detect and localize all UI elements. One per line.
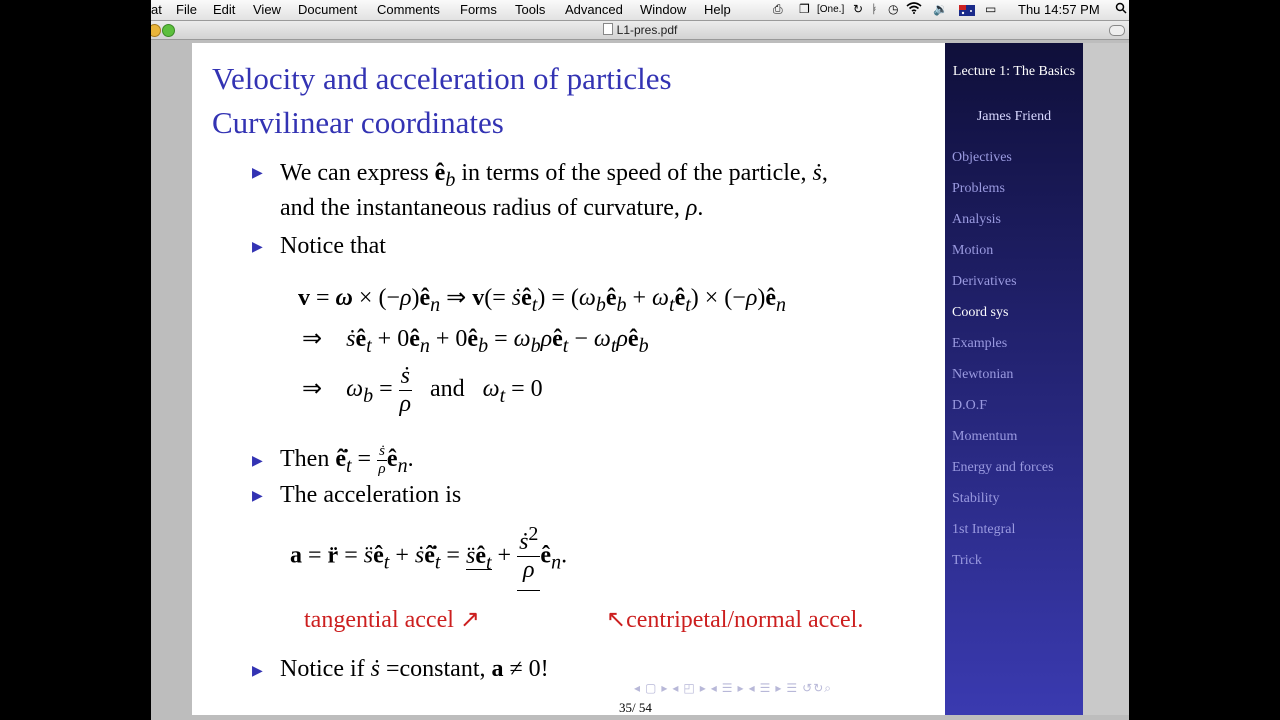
window-title xyxy=(151,23,1129,37)
menu-tools[interactable]: Tools xyxy=(515,2,546,17)
sidebar-nav-item[interactable]: Analysis xyxy=(952,212,1001,227)
menu-forms[interactable]: Forms xyxy=(460,2,497,17)
bullet-marker: ▶ xyxy=(252,489,263,504)
arrow-icon: ↗ xyxy=(459,607,481,633)
slide-page xyxy=(192,43,945,715)
bullet-1-line-2: and the instantaneous radius of curvature, ρ. xyxy=(280,195,704,221)
printer-icon[interactable]: ⎙ xyxy=(773,2,783,16)
menu-window[interactable]: Window xyxy=(640,2,687,17)
tangential-label xyxy=(304,605,480,634)
bullet-marker: ▶ xyxy=(252,240,263,255)
bullet-3: Then $ê̇_t$ = $\frac{\text{ṡ}}{\rho}$ $ê_n$. xyxy=(280,443,414,477)
menu-view[interactable]: View xyxy=(253,2,281,17)
status-label[interactable]: [One.] xyxy=(817,4,845,15)
sidebar-nav-item[interactable]: Momentum xyxy=(952,429,1018,444)
bullet-3-text: Then xyxy=(280,446,336,473)
arrow-icon: ↖ xyxy=(606,607,627,633)
menu-file[interactable]: File xyxy=(176,2,197,17)
sidebar-nav-item[interactable]: D.O.F xyxy=(952,398,988,413)
lecture-title[interactable]: Lecture 1: The Basics xyxy=(952,64,1076,79)
windows-icon[interactable]: ❐ xyxy=(799,2,810,16)
sidebar-nav-item[interactable]: Newtonian xyxy=(952,367,1014,382)
volume-icon[interactable]: 🔉 xyxy=(933,2,948,16)
sidebar-nav-item[interactable]: Problems xyxy=(952,181,1005,196)
menu-document[interactable]: Document xyxy=(298,2,358,17)
bullet-5-text-c: ≠ 0! xyxy=(503,656,549,682)
toolbar-toggle-button[interactable] xyxy=(1109,25,1125,36)
bullet-marker: ▶ xyxy=(252,166,263,181)
sidebar-nav-item[interactable]: Coord sys xyxy=(952,305,1009,320)
window-title-text: L1-pres.pdf xyxy=(616,23,678,37)
sidebar-nav-item[interactable]: Derivatives xyxy=(952,274,1017,289)
bullet-marker: ▶ xyxy=(252,454,263,469)
sidebar-nav-item[interactable]: Motion xyxy=(952,243,994,258)
bullet-1-line-1: We can express $ê_b$ in terms of the speed of the particle, ṡ, xyxy=(280,160,828,191)
wifi-icon[interactable] xyxy=(906,2,922,17)
and-word: and xyxy=(429,376,465,403)
equation-3: ⇒ $\omega_b$ = $\frac{\text{ṡ}}{\rho}$ and $\omega_t = 0$ xyxy=(302,363,543,417)
sync-icon[interactable]: ↻ xyxy=(853,2,864,16)
menu-edit[interactable]: Edit xyxy=(213,2,236,17)
document-icon xyxy=(603,23,613,35)
window-title-bar xyxy=(151,21,1129,40)
equation-1: $v = \omega \times (-\rho)ê_n$ ⇒ v(= ṡê$_t$) = ($\omega_bê_b$ + $\omega_tê_t$) × $(-\rho)ê_n$ xyxy=(298,285,787,316)
clock[interactable]: Thu 14:57 PM xyxy=(1018,2,1100,17)
bluetooth-icon[interactable]: ᛓ xyxy=(871,2,879,16)
slide-subtitle: Curvilinear coordinates xyxy=(212,105,504,140)
bullet-1-text-b: in terms of the speed of the particle, xyxy=(455,160,813,186)
menu-comments[interactable]: Comments xyxy=(377,2,440,17)
acceleration-equation: a = r̈ = $s̈ê_t$ + $ṡê̇_t$ = $s̈ê_t$ + $\frac{ṡ^2}{\rho}$ $ê_n$. xyxy=(290,523,567,591)
centripetal-label: ↖centripetal/normal accel. xyxy=(606,607,864,633)
bullet-1-text-a: We can express xyxy=(280,160,435,186)
battery-icon[interactable]: ▭ xyxy=(985,2,997,16)
screen xyxy=(151,0,1129,720)
sidebar-nav-item[interactable]: Stability xyxy=(952,491,1000,506)
tangential-label-text: tangential accel xyxy=(304,607,454,633)
window-background xyxy=(1083,43,1129,715)
sidebar-nav-item[interactable]: Energy and forces xyxy=(952,460,1054,475)
sidebar-nav-item[interactable]: Trick xyxy=(952,553,982,568)
bullet-5: Notice if ṡ =constant, a ≠ 0! xyxy=(280,656,549,682)
fraction: $\frac{\text{ṡ}}{\rho}$ xyxy=(399,363,412,417)
sidebar xyxy=(945,43,1083,715)
bullet-2: Notice that xyxy=(280,233,386,259)
bullet-marker: ▶ xyxy=(252,664,263,679)
bullet-5-text-b: =constant, xyxy=(379,656,492,682)
fraction: $\frac{ṡ^2}{\rho}$ xyxy=(517,523,540,591)
sidebar-nav-item[interactable]: Examples xyxy=(952,336,1008,351)
bullet-4: The acceleration is xyxy=(280,482,462,508)
beamer-navigation[interactable]: ◂ ▢ ▸ ◂ ◰ ▸ ◂ ☰ ▸ ◂ ☰ ▸ ☰ ↺↻⌕ xyxy=(634,681,832,695)
spotlight-icon[interactable] xyxy=(1115,2,1127,17)
fraction: $\frac{\text{ṡ}}{\rho}$ xyxy=(378,443,386,477)
menu-help[interactable]: Help xyxy=(704,2,731,17)
centripetal-label-text: centripetal/normal accel xyxy=(626,607,858,633)
input-flag-icon[interactable] xyxy=(959,5,975,19)
sidebar-nav-item[interactable]: 1st Integral xyxy=(952,522,1016,537)
author-name[interactable]: James Friend xyxy=(976,109,1052,124)
timemachine-icon[interactable]: ◷ xyxy=(888,2,899,16)
slide-title: Velocity and acceleration of particles xyxy=(212,61,672,96)
sidebar-nav-item[interactable]: Objectives xyxy=(952,150,1012,165)
app-menu[interactable]: at xyxy=(151,2,162,17)
menu-bar xyxy=(151,0,1129,21)
page-number: 35/ 54 xyxy=(619,700,652,715)
bullet-1-text-c: and the instantaneous radius of curvature, xyxy=(280,195,686,221)
menu-advanced[interactable]: Advanced xyxy=(565,2,623,17)
equation-2: ⇒ ṡê$_t$ + $0ê_n$ + $0ê_b$ = $\omega_b\rho ê_t$ − $\omega_t\rho ê_b$ xyxy=(302,326,649,357)
bullet-5-text-a: Notice if xyxy=(280,656,371,682)
